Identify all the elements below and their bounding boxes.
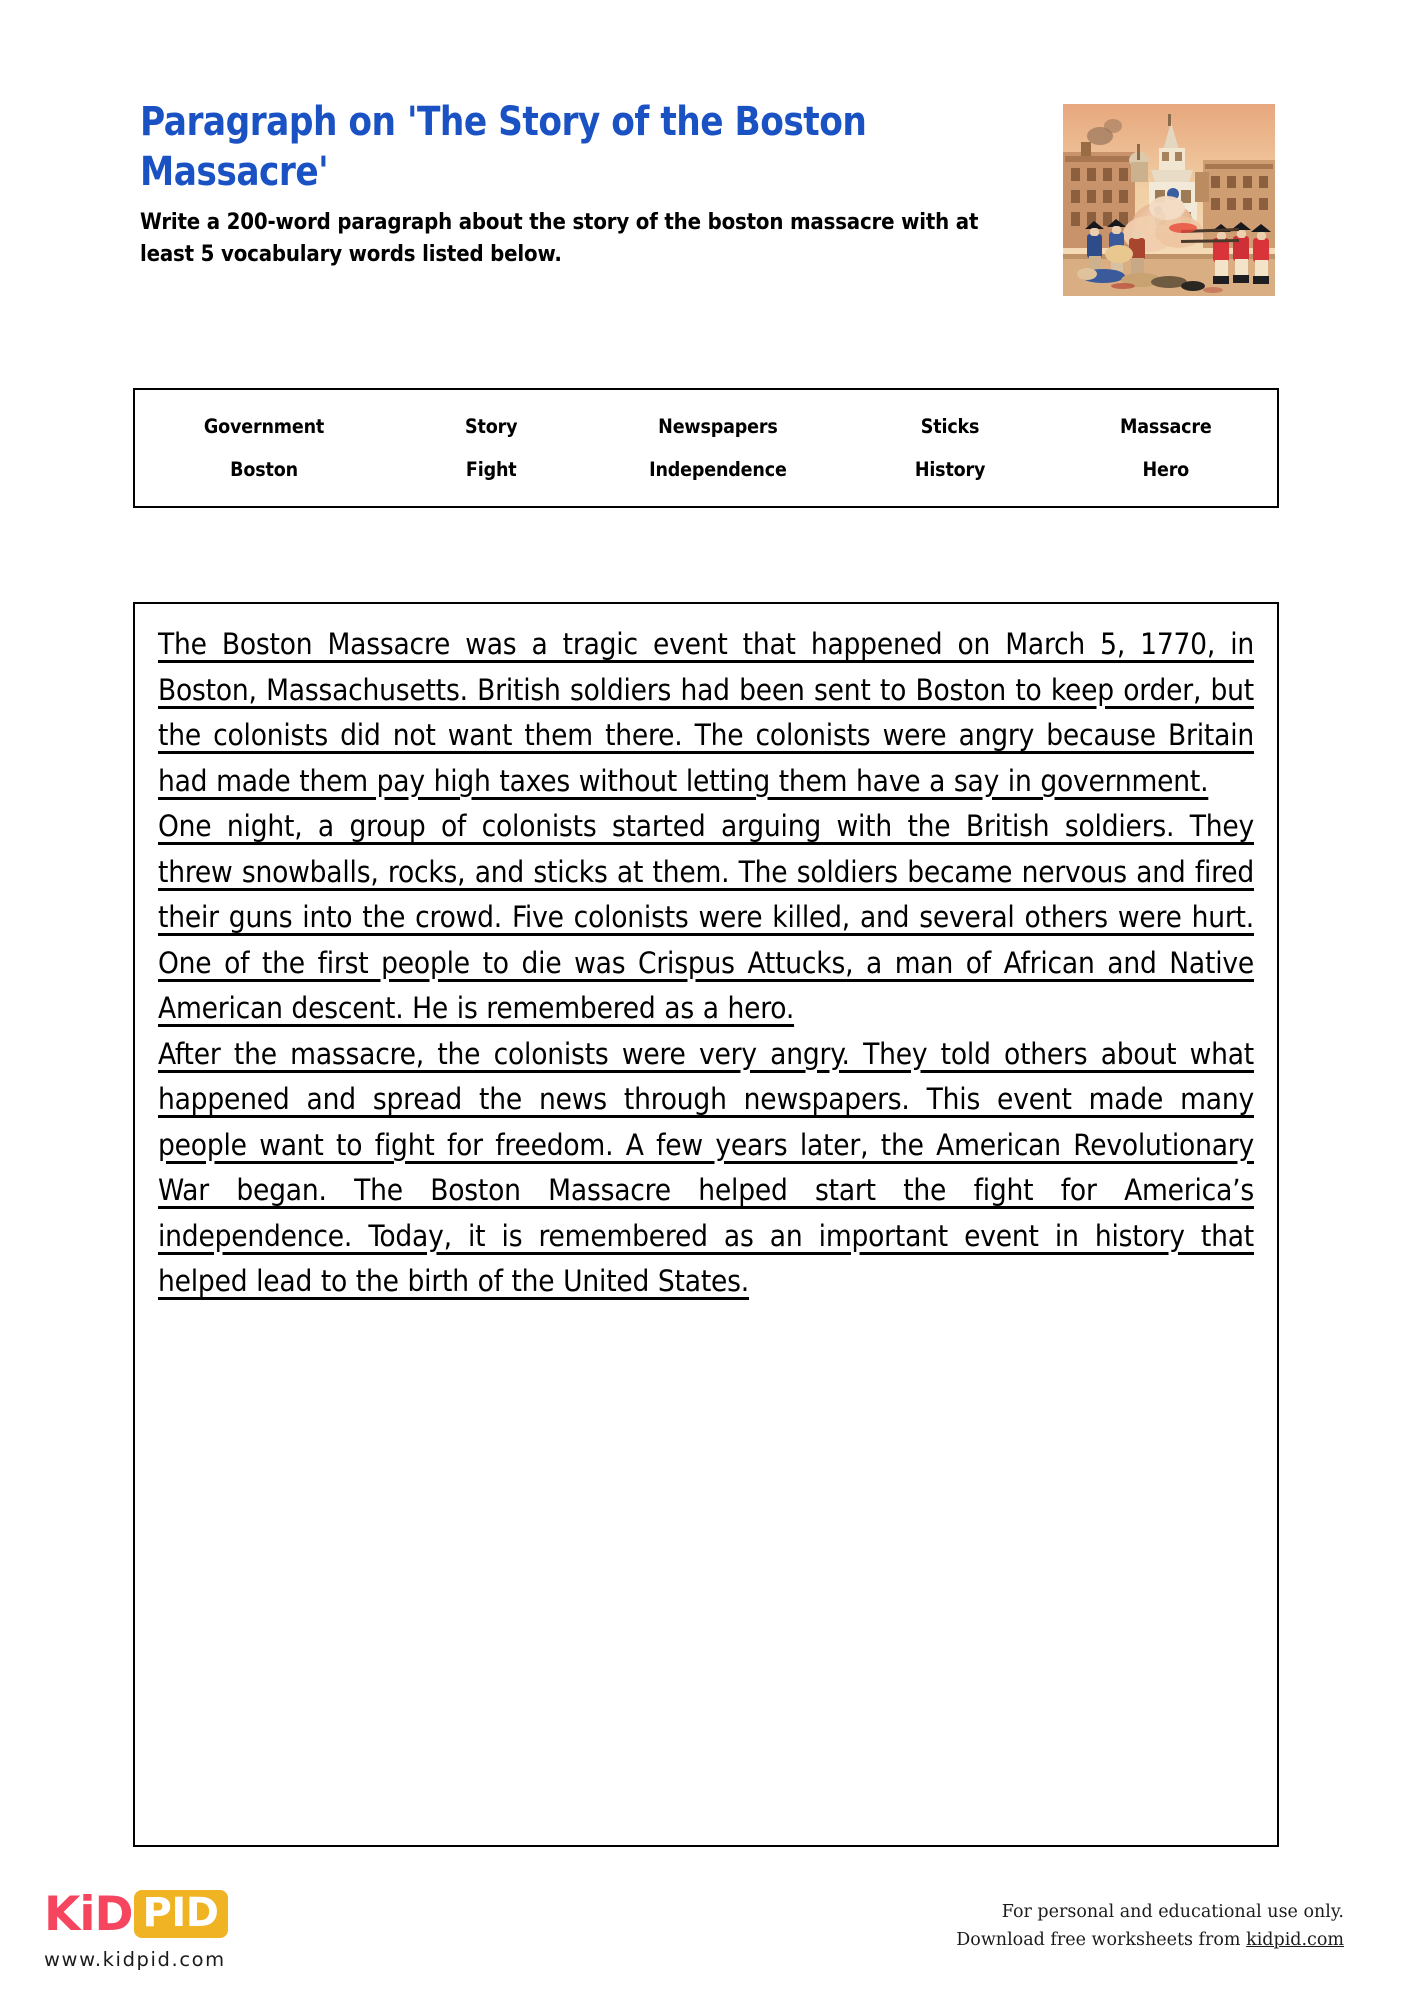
vocabulary-word: History <box>915 458 986 481</box>
vocabulary-word: Story <box>465 415 518 438</box>
kidpid-logo[interactable] <box>44 1888 228 1971</box>
answer-box[interactable] <box>133 602 1279 1847</box>
download-note-line <box>956 1926 1344 1954</box>
vocabulary-word: Massacre <box>1120 415 1212 438</box>
vocabulary-word: Boston <box>230 458 298 481</box>
boston-massacre-engraving-image <box>1063 104 1275 296</box>
logo-url-text: www.kidpid.com <box>44 1948 226 1971</box>
answer-paragraph: The Boston Massacre was a tragic event that happened on March 5, 1770, in Boston, Massachusetts. British soldiers had been sent to Boston to keep order, but the colonists did not want them there. The colonists were angry because Britain had made them pay high taxes without letting them have a say in government. <box>158 627 1254 798</box>
worksheet-header <box>140 98 1275 313</box>
vocabulary-row <box>135 415 1277 438</box>
logo-secondary-badge <box>134 1890 229 1938</box>
page-title: Paragraph on 'The Story of the Boston Massacre' <box>140 99 867 195</box>
usage-note-line: For personal and educational use only. <box>1001 1902 1344 1922</box>
logo-mark <box>44 1888 228 1940</box>
vocabulary-row <box>135 458 1277 481</box>
answer-paragraph: After the massacre, the colonists were very angry. They told others about what happened and spread the news through newspapers. This event made many people want to fight for freedom. A few years later, the American Revolutionary War began. The Boston Massacre helped start the fight for America’s independence. Today, it is remembered as an important event in history that helped lead to the birth of the United States. <box>158 1036 1254 1298</box>
vocabulary-box <box>133 388 1279 508</box>
vocabulary-word: Hero <box>1142 458 1190 481</box>
answer-paragraph: One night, a group of colonists started arguing with the British soldiers. They threw snowballs, rocks, and sticks at them. The soldiers became nervous and fired their guns into the crowd. Five colonists were killed, and several others were hurt. One of the first people to die was Crispus Attucks, a man of African and Native American descent. He is remembered as a hero. <box>158 809 1254 1025</box>
vocabulary-word: Independence <box>648 458 787 481</box>
kidpid-link[interactable]: kidpid.com <box>1246 1930 1344 1951</box>
vocabulary-word: Newspapers <box>657 415 778 438</box>
vocabulary-word: Sticks <box>921 415 980 438</box>
header-text-block <box>140 98 1030 271</box>
vocabulary-word: Government <box>203 415 325 438</box>
logo-primary-text: KiD <box>44 1886 133 1942</box>
logo-secondary-text: PID <box>142 1890 219 1936</box>
page-footer <box>0 1880 1414 2000</box>
instruction-text: Write a 200-word paragraph about the story of the boston massacre with at least 5 vocabulary words listed below. <box>140 209 979 268</box>
footer-notes <box>956 1898 1344 1955</box>
download-note-prefix: Download free worksheets from <box>956 1930 1247 1951</box>
vocabulary-word: Fight <box>466 458 517 481</box>
